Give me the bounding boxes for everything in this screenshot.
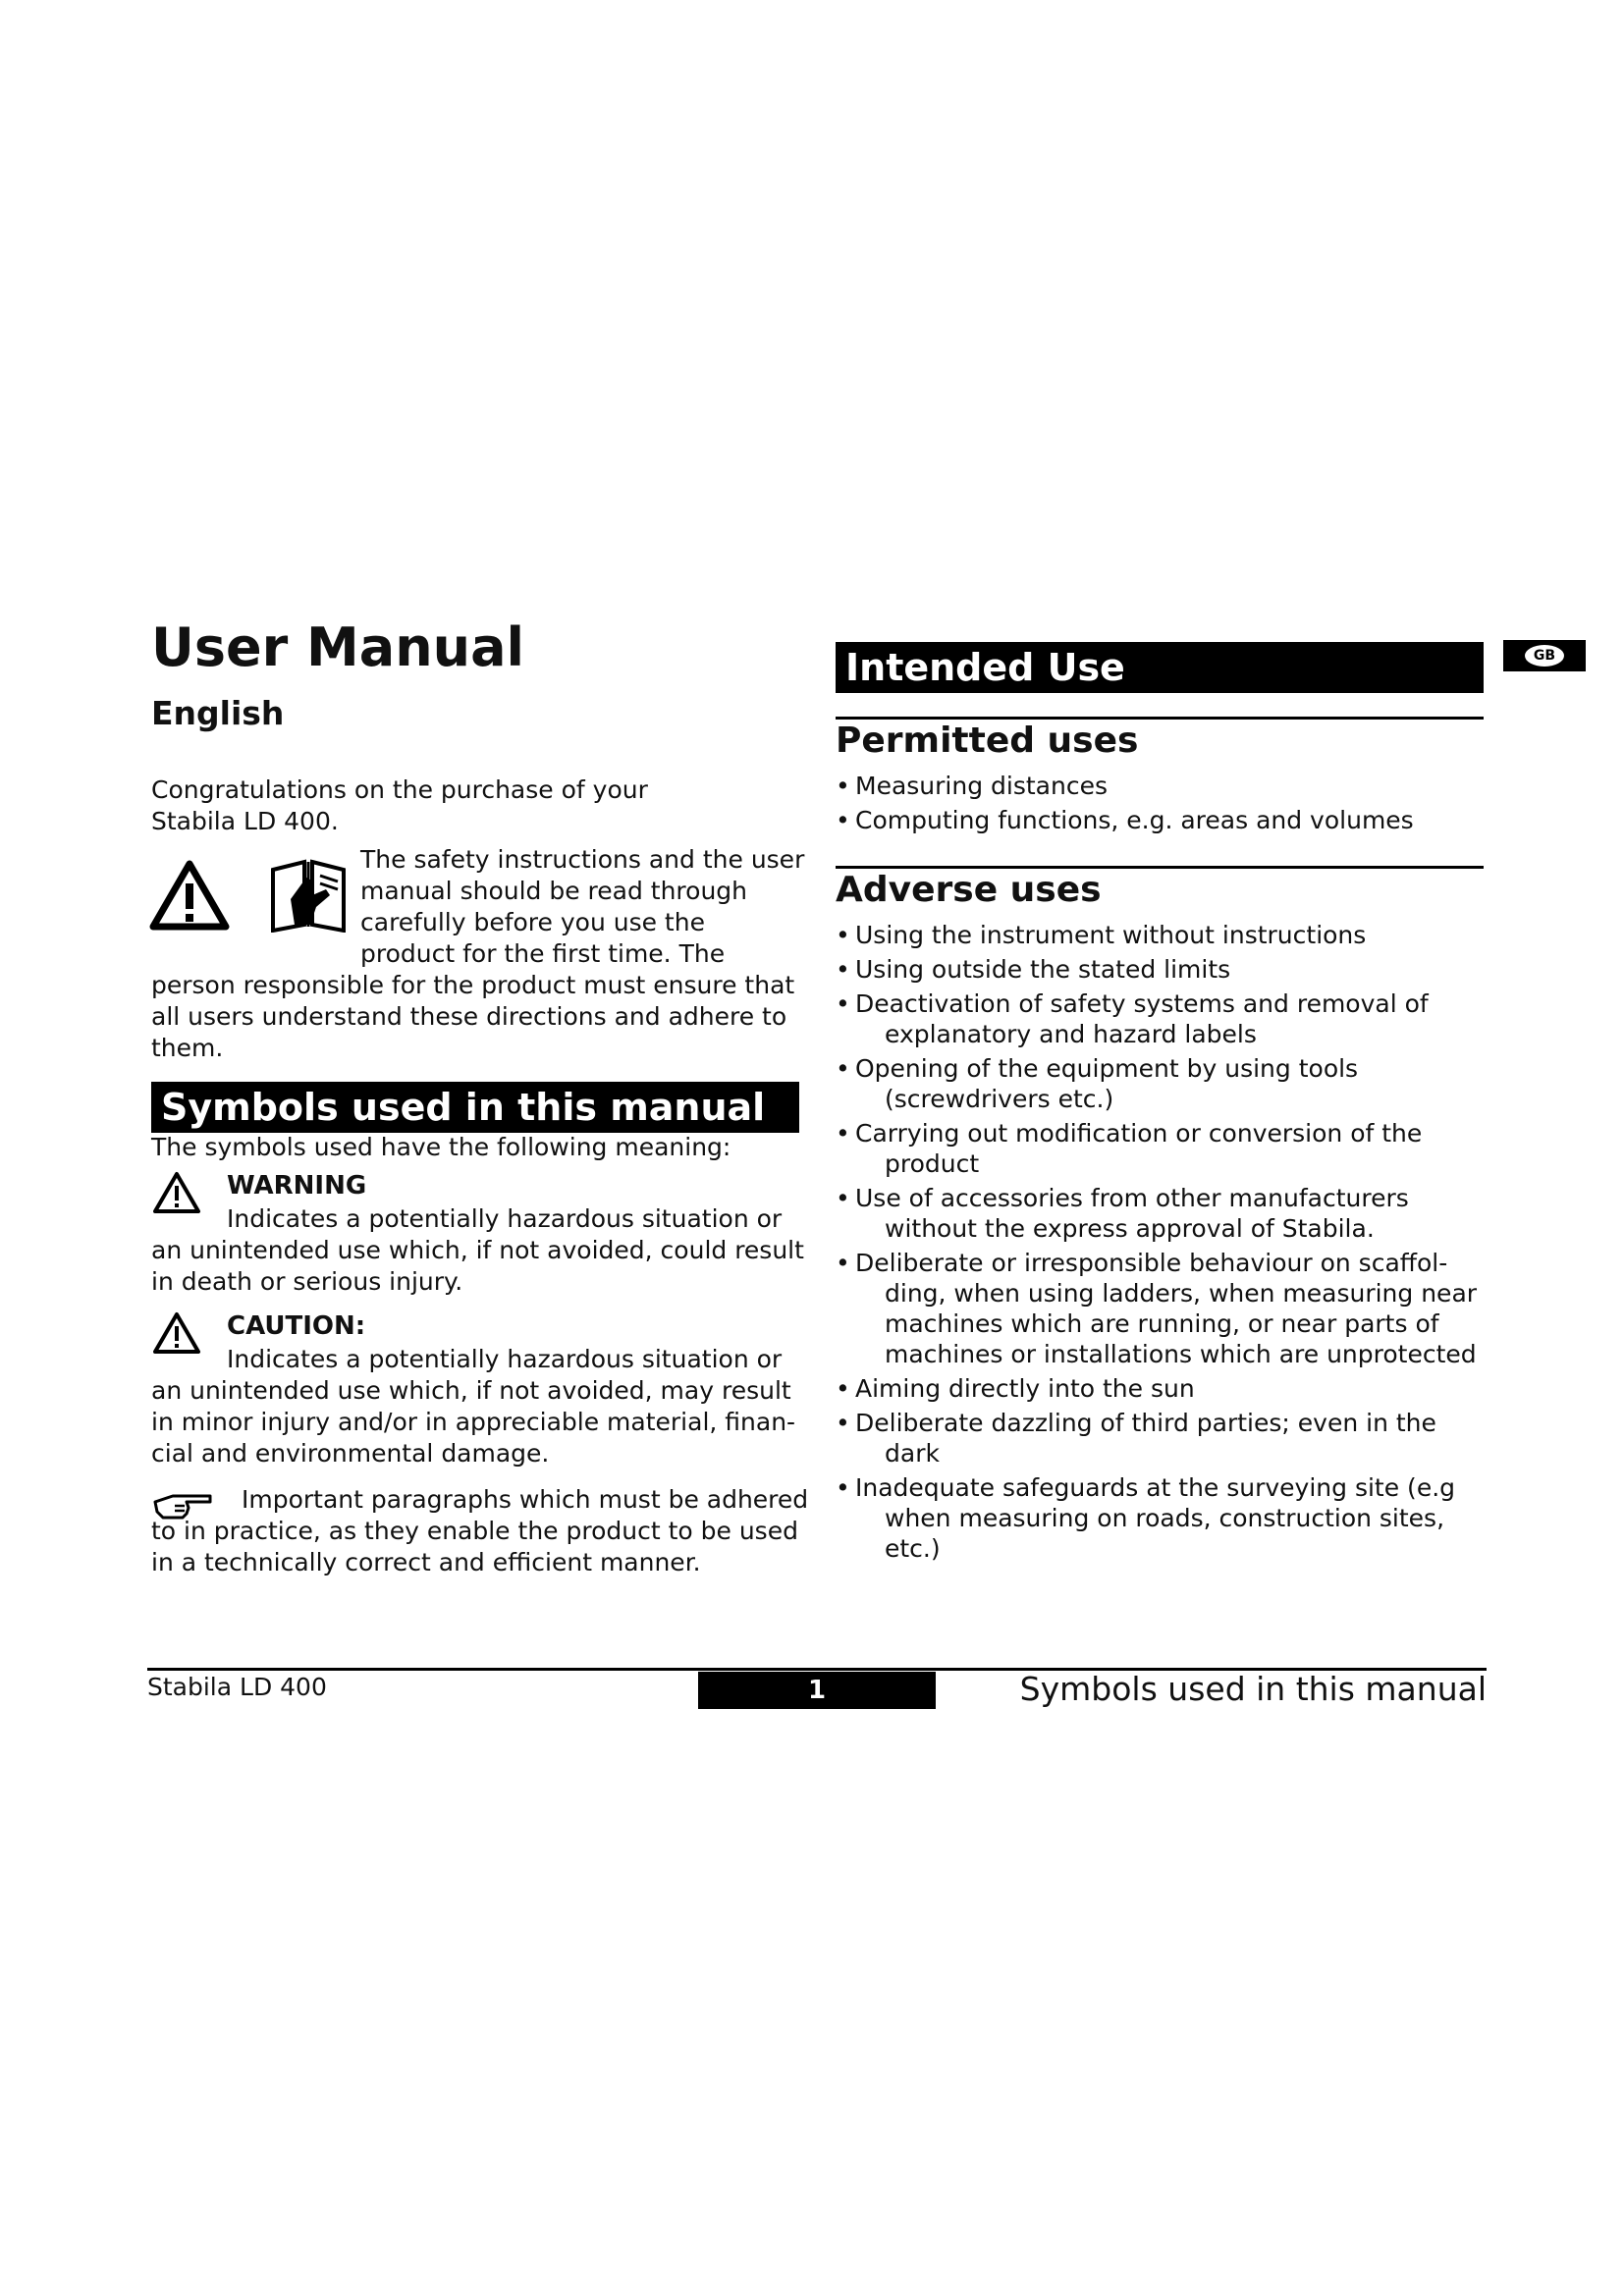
important-text (151, 1484, 819, 1578)
list-item (836, 1118, 1503, 1179)
symbols-heading: Symbols used in this manual (151, 1082, 799, 1133)
list-item-text: Deliberate dazzling of third parties; even in the (855, 1409, 1436, 1437)
warning-line: Indicates a potentially hazardous situation or (227, 1204, 783, 1233)
list-item-continuation: explanatory and hazard labels (885, 1020, 1257, 1048)
warning-label: WARNING (227, 1171, 367, 1201)
caution-label: CAUTION: (227, 1311, 366, 1341)
list-item-continuation: machines which are running, or near parts of (885, 1309, 1439, 1338)
language-badge (1503, 640, 1586, 671)
permitted-uses-heading: Permitted uses (836, 721, 1139, 761)
list-item-continuation: product (885, 1149, 980, 1178)
list-item-text: Computing functions, e.g. areas and volumes (855, 806, 1414, 834)
list-item-text: Using the instrument without instructions (855, 921, 1367, 949)
list-item-continuation: ding, when using ladders, when measuring near (885, 1279, 1478, 1308)
important-line: to in practice, as they enable the product to be used (151, 1517, 798, 1545)
list-item-text: Deactivation of safety systems and removal of (855, 989, 1429, 1018)
responsible-line: all users understand these directions and adhere to (151, 1002, 787, 1031)
list-item-text: Inadequate safeguards at the surveying site (e.g (855, 1473, 1456, 1502)
list-item (836, 1183, 1503, 1244)
symbols-meaning: The symbols used have the following meaning: (151, 1133, 731, 1161)
read-manual-icon (267, 856, 350, 933)
important-line: Important paragraphs which must be adhered (242, 1485, 809, 1514)
list-item-text: Using outside the stated limits (855, 955, 1231, 984)
list-item-text: Opening of the equipment by using tools (855, 1054, 1359, 1083)
warning-line: in death or serious injury. (151, 1267, 463, 1296)
list-item (836, 954, 1503, 985)
page-subtitle: English (151, 694, 285, 732)
permitted-uses-list (836, 771, 1503, 839)
safety-text (360, 844, 804, 970)
responsible-line: them. (151, 1034, 224, 1062)
intro-congrats (151, 774, 648, 837)
list-item-text: Aiming directly into the sun (855, 1374, 1195, 1403)
list-item (836, 771, 1503, 801)
page-title: User Manual (151, 616, 525, 678)
safety-line: manual should be read through (360, 877, 748, 905)
intended-use-heading: Intended Use (836, 642, 1484, 693)
adverse-uses-heading: Adverse uses (836, 870, 1102, 910)
language-badge-label: GB (1525, 645, 1564, 667)
intro-congrats-line: Congratulations on the purchase of your (151, 775, 648, 804)
responsible-text (151, 970, 794, 1064)
list-item-continuation: dark (885, 1439, 940, 1468)
intro-congrats-line: Stabila LD 400. (151, 807, 339, 835)
list-item (836, 1408, 1503, 1468)
footer-product: Stabila LD 400 (147, 1673, 327, 1701)
safety-line: carefully before you use the (360, 908, 705, 936)
caution-text (151, 1344, 819, 1469)
list-item-text: Measuring distances (855, 772, 1108, 800)
caution-line: an unintended use which, if not avoided, may result (151, 1376, 791, 1405)
warning-line: an unintended use which, if not avoided, could result (151, 1236, 804, 1264)
list-item-continuation: when measuring on roads, construction sites, (885, 1504, 1445, 1532)
list-item-continuation: without the express approval of Stabila. (885, 1214, 1375, 1243)
list-item (836, 805, 1503, 835)
page-number: 1 (698, 1672, 936, 1709)
list-item-continuation: machines or installations which are unprotected (885, 1340, 1477, 1368)
adverse-uses-list (836, 920, 1503, 1568)
footer-section: Symbols used in this manual (1019, 1670, 1487, 1708)
caution-line: in minor injury and/or in appreciable material, finan- (151, 1408, 796, 1436)
caution-line: Indicates a potentially hazardous situation or (227, 1345, 783, 1373)
warning-text (151, 1203, 819, 1298)
important-line: in a technically correct and efficient manner. (151, 1548, 701, 1576)
list-item (836, 1053, 1503, 1114)
list-item-continuation: (screwdrivers etc.) (885, 1085, 1114, 1113)
responsible-line: person responsible for the product must ensure that (151, 971, 795, 999)
warning-triangle-icon (149, 860, 230, 931)
list-item-continuation: etc.) (885, 1534, 941, 1563)
list-item (836, 1373, 1503, 1404)
list-item (836, 1472, 1503, 1564)
safety-line: product for the first time. The (360, 939, 726, 968)
list-item-text: Carrying out modification or conversion of the (855, 1119, 1423, 1148)
safety-line: The safety instructions and the user (360, 845, 805, 874)
caution-line: cial and environmental damage. (151, 1439, 550, 1468)
list-item (836, 1248, 1503, 1369)
list-item (836, 920, 1503, 950)
list-item-text: Use of accessories from other manufacturers (855, 1184, 1409, 1212)
list-item (836, 988, 1503, 1049)
list-item-text: Deliberate or irresponsible behaviour on scaffol- (855, 1249, 1448, 1277)
